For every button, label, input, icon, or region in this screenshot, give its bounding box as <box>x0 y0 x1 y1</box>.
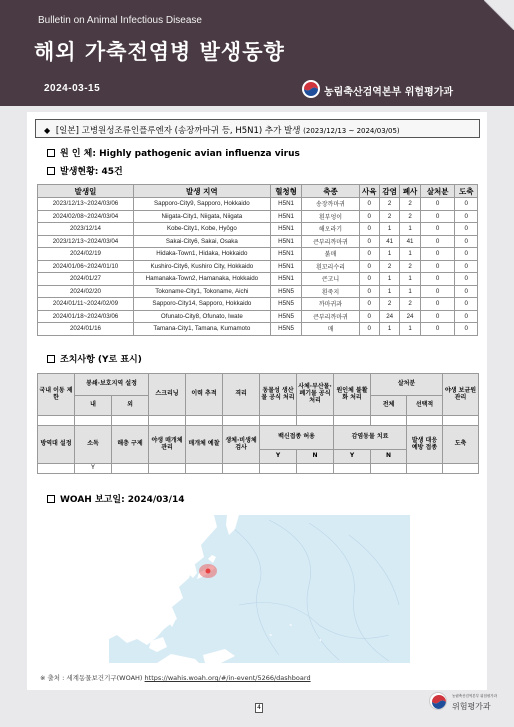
cell-dead: 2 <box>400 298 420 311</box>
footer-agency-logo-icon <box>429 692 447 710</box>
cell-culled: 0 <box>420 273 455 286</box>
cell-date: 2023/12/13~2024/03/06 <box>38 198 134 211</box>
measure-value-cell <box>223 416 260 426</box>
cell-dead: 1 <box>400 285 420 298</box>
cell-dead: 1 <box>400 223 420 236</box>
measure-value-cell <box>334 464 371 474</box>
checkbox-icon <box>47 495 55 503</box>
measure-value-cell <box>297 416 334 426</box>
measure-zone-outside: 외 <box>112 396 149 416</box>
measure-vector-eradication: 매개체 예찰 <box>186 426 223 464</box>
measure-value-cell <box>149 416 186 426</box>
cell-reared: 0 <box>359 260 379 273</box>
cell-date: 2024/01/06~2024/01/10 <box>38 260 134 273</box>
measure-prevention: 발생 대응 예방 접종 <box>407 426 443 464</box>
cell-region: Ofunato-City8, Ofunato, Iwate <box>133 310 270 323</box>
outbreak-table <box>37 184 478 336</box>
status-line: 발생현황: 45건 <box>47 164 123 177</box>
australia <box>157 654 199 663</box>
cell-slaughtered: 0 <box>455 198 478 211</box>
cell-date: 2024/02/08~2024/03/04 <box>38 210 134 223</box>
cell-dead: 24 <box>400 310 420 323</box>
cell-reared: 0 <box>359 310 379 323</box>
measure-culling-selective: 선택적 <box>407 396 443 416</box>
column-header: 도축 <box>455 185 478 198</box>
cell-culled: 0 <box>420 285 455 298</box>
column-header: 발생 지역 <box>133 185 270 198</box>
cell-species: 큰부리까마귀 <box>302 235 359 248</box>
cell-species: 까마귀과 <box>302 298 359 311</box>
asia-landmass <box>109 515 217 645</box>
cell-culled: 0 <box>420 210 455 223</box>
measure-movement-trace: 이력 추적 <box>186 374 223 416</box>
cell-culled: 0 <box>420 298 455 311</box>
report-date: 2024-03-15 <box>44 83 101 94</box>
cell-dead: 1 <box>400 248 420 261</box>
page-number: 4 <box>255 703 263 713</box>
cell-culled: 0 <box>420 235 455 248</box>
new-guinea <box>203 649 235 663</box>
table-row <box>38 310 478 323</box>
cell-culled: 0 <box>420 310 455 323</box>
cell-species: 흰죽지 <box>302 285 359 298</box>
column-header: 감염 <box>379 185 399 198</box>
cell-reared: 0 <box>359 273 379 286</box>
source-link[interactable]: https://wahis.woah.org/#/in-event/5266/dashboard <box>144 674 311 682</box>
measure-disinfection: 소독 <box>75 426 112 464</box>
cell-slaughtered: 0 <box>455 323 478 336</box>
cell-region: Tamana-City1, Tamana, Kumamoto <box>133 323 270 336</box>
cell-serotype: H5N1 <box>270 210 302 223</box>
column-header: 폐사 <box>400 185 420 198</box>
cell-reared: 0 <box>359 298 379 311</box>
cell-reared: 0 <box>359 198 379 211</box>
cell-infected: 1 <box>379 248 399 261</box>
cell-reared: 0 <box>359 285 379 298</box>
cell-serotype: H5N1 <box>270 198 302 211</box>
cell-culled: 0 <box>420 323 455 336</box>
cell-serotype: H5N1 <box>270 260 302 273</box>
table-row <box>38 323 478 336</box>
cell-dead: 1 <box>400 323 420 336</box>
checkbox-icon <box>47 355 55 363</box>
table-row <box>38 285 478 298</box>
measure-quarantine: 격리 <box>223 374 260 416</box>
cell-serotype: H5N1 <box>270 248 302 261</box>
measure-pathogen-disposal: 원인체 불활화 처리 <box>334 374 371 416</box>
table-row <box>38 223 478 236</box>
cell-date: 2024/02/19 <box>38 248 134 261</box>
measures-title: 조치사항 (Y로 표시) <box>60 355 142 365</box>
measure-value-cell <box>371 416 407 426</box>
cell-dead: 2 <box>400 198 420 211</box>
table-row <box>38 198 478 211</box>
cell-slaughtered: 0 <box>455 310 478 323</box>
measure-value-cell <box>443 464 479 474</box>
measures-table <box>37 373 479 474</box>
agency-logo-icon <box>302 80 320 98</box>
cell-culled: 0 <box>420 223 455 236</box>
measure-value-cell <box>407 464 443 474</box>
cell-species: 큰부리까마귀 <box>302 310 359 323</box>
measure-treatment: 감염동물 치료 <box>334 426 407 450</box>
table-row <box>38 260 478 273</box>
page-title: 해외 가축전염병 발생동향 <box>34 40 285 64</box>
measure-value-cell <box>260 464 297 474</box>
cell-infected: 1 <box>379 273 399 286</box>
measure-value-cell <box>112 464 149 474</box>
diamond-icon: ◆ <box>44 126 51 135</box>
measure-wildlife-mgmt: 야생 매개체 관리 <box>149 426 186 464</box>
pathogen-value: Highly pathogenic avian influenza virus <box>99 149 300 159</box>
source-note <box>40 673 311 682</box>
measure-pest-control: 해충 구제 <box>112 426 149 464</box>
cell-culled: 0 <box>420 248 455 261</box>
measure-culling-all: 전체 <box>371 396 407 416</box>
cell-slaughtered: 0 <box>455 235 478 248</box>
measure-value-cell <box>186 416 223 426</box>
measure-value-cell <box>371 464 407 474</box>
report-period: (2023/12/13 ~ 2024/03/05) <box>303 127 400 135</box>
cell-infected: 2 <box>379 198 399 211</box>
cell-reared: 0 <box>359 235 379 248</box>
page-curl-decoration <box>484 0 514 30</box>
measure-value-cell <box>149 464 186 474</box>
measure-value-cell <box>443 416 479 426</box>
cell-region: Tokoname-City1, Tokoname, Aichi <box>133 285 270 298</box>
cell-serotype: H5N1 <box>270 273 302 286</box>
table-row <box>38 273 478 286</box>
measure-treatment-no: N <box>371 450 407 464</box>
cell-infected: 2 <box>379 210 399 223</box>
cell-slaughtered: 0 <box>455 210 478 223</box>
cell-region: Sapporo-City9, Sapporo, Hokkaido <box>133 198 270 211</box>
cell-date: 2023/12/13~2024/03/04 <box>38 235 134 248</box>
cell-infected: 41 <box>379 235 399 248</box>
table-row <box>38 235 478 248</box>
cell-dead: 1 <box>400 273 420 286</box>
column-header: 축종 <box>302 185 359 198</box>
column-header: 살처분 <box>420 185 455 198</box>
cell-infected: 1 <box>379 285 399 298</box>
cell-date: 2024/01/11~2024/02/09 <box>38 298 134 311</box>
measure-biosecurity: 생체·비생체 검사 <box>223 426 260 464</box>
report-title: [일본] 고병원성조류인플루엔자 (송장까마귀 등, H5N1) 추가 발생 <box>55 126 301 136</box>
table-row <box>38 298 478 311</box>
outbreak-point-marker <box>206 569 211 574</box>
cell-slaughtered: 0 <box>455 260 478 273</box>
measure-zone-inside: 내 <box>75 396 112 416</box>
column-header: 혈청형 <box>270 185 302 198</box>
woah-line: WOAH 보고일: 2024/03/14 <box>47 492 184 505</box>
cell-region: Hidaka-Town1, Hidaka, Hokkaido <box>133 248 270 261</box>
measure-domestic-movement: 국내 이동 제한 <box>38 374 75 416</box>
woah-label: WOAH 보고일 <box>60 495 122 505</box>
measure-value-cell <box>407 416 443 426</box>
checkbox-icon <box>47 167 55 175</box>
cell-region: Sapporo-City14, Sapporo, Hokkaido <box>133 298 270 311</box>
cell-reared: 0 <box>359 248 379 261</box>
agency-name: 농림축산검역본부 위험평가과 <box>324 87 454 98</box>
outbreak-table-header <box>38 185 478 198</box>
kamchatka <box>226 515 239 535</box>
cell-infected: 1 <box>379 223 399 236</box>
cell-date: 2023/12/14 <box>38 223 134 236</box>
measure-carcass: 사체·부산물·폐기물 공식 처리 <box>297 374 334 416</box>
measure-vaccination-no: N <box>297 450 334 464</box>
cell-date: 2024/02/20 <box>38 285 134 298</box>
woah-date: 2024/03/14 <box>127 495 185 505</box>
checkbox-icon <box>47 149 55 157</box>
cell-dead: 2 <box>400 210 420 223</box>
source-label: ※ 출처 : 세계동물보건기구(WOAH) <box>40 674 143 682</box>
cell-infected: 2 <box>379 298 399 311</box>
cell-serotype: H5N1 <box>270 223 302 236</box>
cell-serotype: H5N5 <box>270 285 302 298</box>
measure-value-cell <box>112 416 149 426</box>
cell-date: 2024/01/16 <box>38 323 134 336</box>
pacific-islands <box>269 624 321 641</box>
cell-region: Kushiro-City6, Kushiro City, Hokkaido <box>133 260 270 273</box>
cell-reared: 0 <box>359 223 379 236</box>
measure-wildlife: 야생 보균원 관리 <box>443 374 479 416</box>
cell-region: Niigata-City1, Niigata, Niigata <box>133 210 270 223</box>
cell-culled: 0 <box>420 198 455 211</box>
measure-value-cell <box>38 464 75 474</box>
measure-culling: 살처분 <box>371 374 443 396</box>
status-label: 발생현황 <box>60 167 95 177</box>
cell-species: 송장까마귀 <box>302 198 359 211</box>
cell-slaughtered: 0 <box>455 298 478 311</box>
measure-value-cell <box>334 416 371 426</box>
outbreak-map <box>109 515 410 663</box>
cell-slaughtered: 0 <box>455 248 478 261</box>
cell-infected: 24 <box>379 310 399 323</box>
cell-infected: 1 <box>379 323 399 336</box>
table-row <box>38 210 478 223</box>
measure-byproduct: 동물성 생산물 공식 처리 <box>260 374 297 416</box>
cell-serotype: H5N5 <box>270 298 302 311</box>
cell-species: 큰고니 <box>302 273 359 286</box>
cell-culled: 0 <box>420 260 455 273</box>
measure-vaccination-yes: Y <box>260 450 297 464</box>
cell-species: 매 <box>302 323 359 336</box>
cell-serotype: H5N1 <box>270 235 302 248</box>
cell-region: Kobe-City1, Kobe, Hyōgo <box>133 223 270 236</box>
footer-department: 위험평가과 <box>452 702 491 711</box>
measure-zone-control: 봉쇄·보호지역 설정 <box>75 374 149 396</box>
measure-slaughter: 도축 <box>443 426 479 464</box>
measure-value-cell <box>297 464 334 474</box>
cell-serotype: H5N5 <box>270 310 302 323</box>
cell-reared: 0 <box>359 323 379 336</box>
measure-screening: 스크리닝 <box>149 374 186 416</box>
cell-infected: 2 <box>379 260 399 273</box>
measure-value-cell <box>186 464 223 474</box>
measure-value-cell <box>38 416 75 426</box>
measure-vaccination: 백신접종 허용 <box>260 426 334 450</box>
cell-species: 흰꼬리수리 <box>302 260 359 273</box>
measure-treatment-yes: Y <box>334 450 371 464</box>
column-header: 발생일 <box>38 185 134 198</box>
cell-species: 붉매 <box>302 248 359 261</box>
cell-serotype: H5N5 <box>270 323 302 336</box>
cell-reared: 0 <box>359 210 379 223</box>
cell-dead: 2 <box>400 260 420 273</box>
bulletin-name: Bulletin on Animal Infectious Disease <box>38 15 202 26</box>
cell-dead: 41 <box>400 235 420 248</box>
measure-disinfection-value: Y <box>75 464 112 474</box>
pathogen-line: 원 인 체: Highly pathogenic avian influenza virus <box>47 146 300 159</box>
status-value: 45건 <box>101 167 123 177</box>
footer-agency-name: 농림축산검역본부 위험평가과 <box>452 694 498 698</box>
cell-species: 흰부엉이 <box>302 210 359 223</box>
report-title-bar <box>35 119 480 138</box>
measure-value-cell <box>223 464 260 474</box>
column-header: 사육 <box>359 185 379 198</box>
table-row <box>38 248 478 261</box>
cell-date: 2024/01/18~2024/03/06 <box>38 310 134 323</box>
pathogen-label: 원 인 체 <box>60 149 93 159</box>
cell-slaughtered: 0 <box>455 285 478 298</box>
measure-value-cell <box>75 416 112 426</box>
cell-slaughtered: 0 <box>455 273 478 286</box>
measures-line <box>47 352 142 365</box>
measure-value-cell <box>260 416 297 426</box>
cell-slaughtered: 0 <box>455 223 478 236</box>
measure-vector-control: 방역대 설정 <box>38 426 75 464</box>
cell-species: 해오라기 <box>302 223 359 236</box>
cell-region: Hamanaka-Town2, Hamanaka, Hokkaido <box>133 273 270 286</box>
cell-region: Sakai-City6, Sakai, Osaka <box>133 235 270 248</box>
cell-date: 2024/01/27 <box>38 273 134 286</box>
